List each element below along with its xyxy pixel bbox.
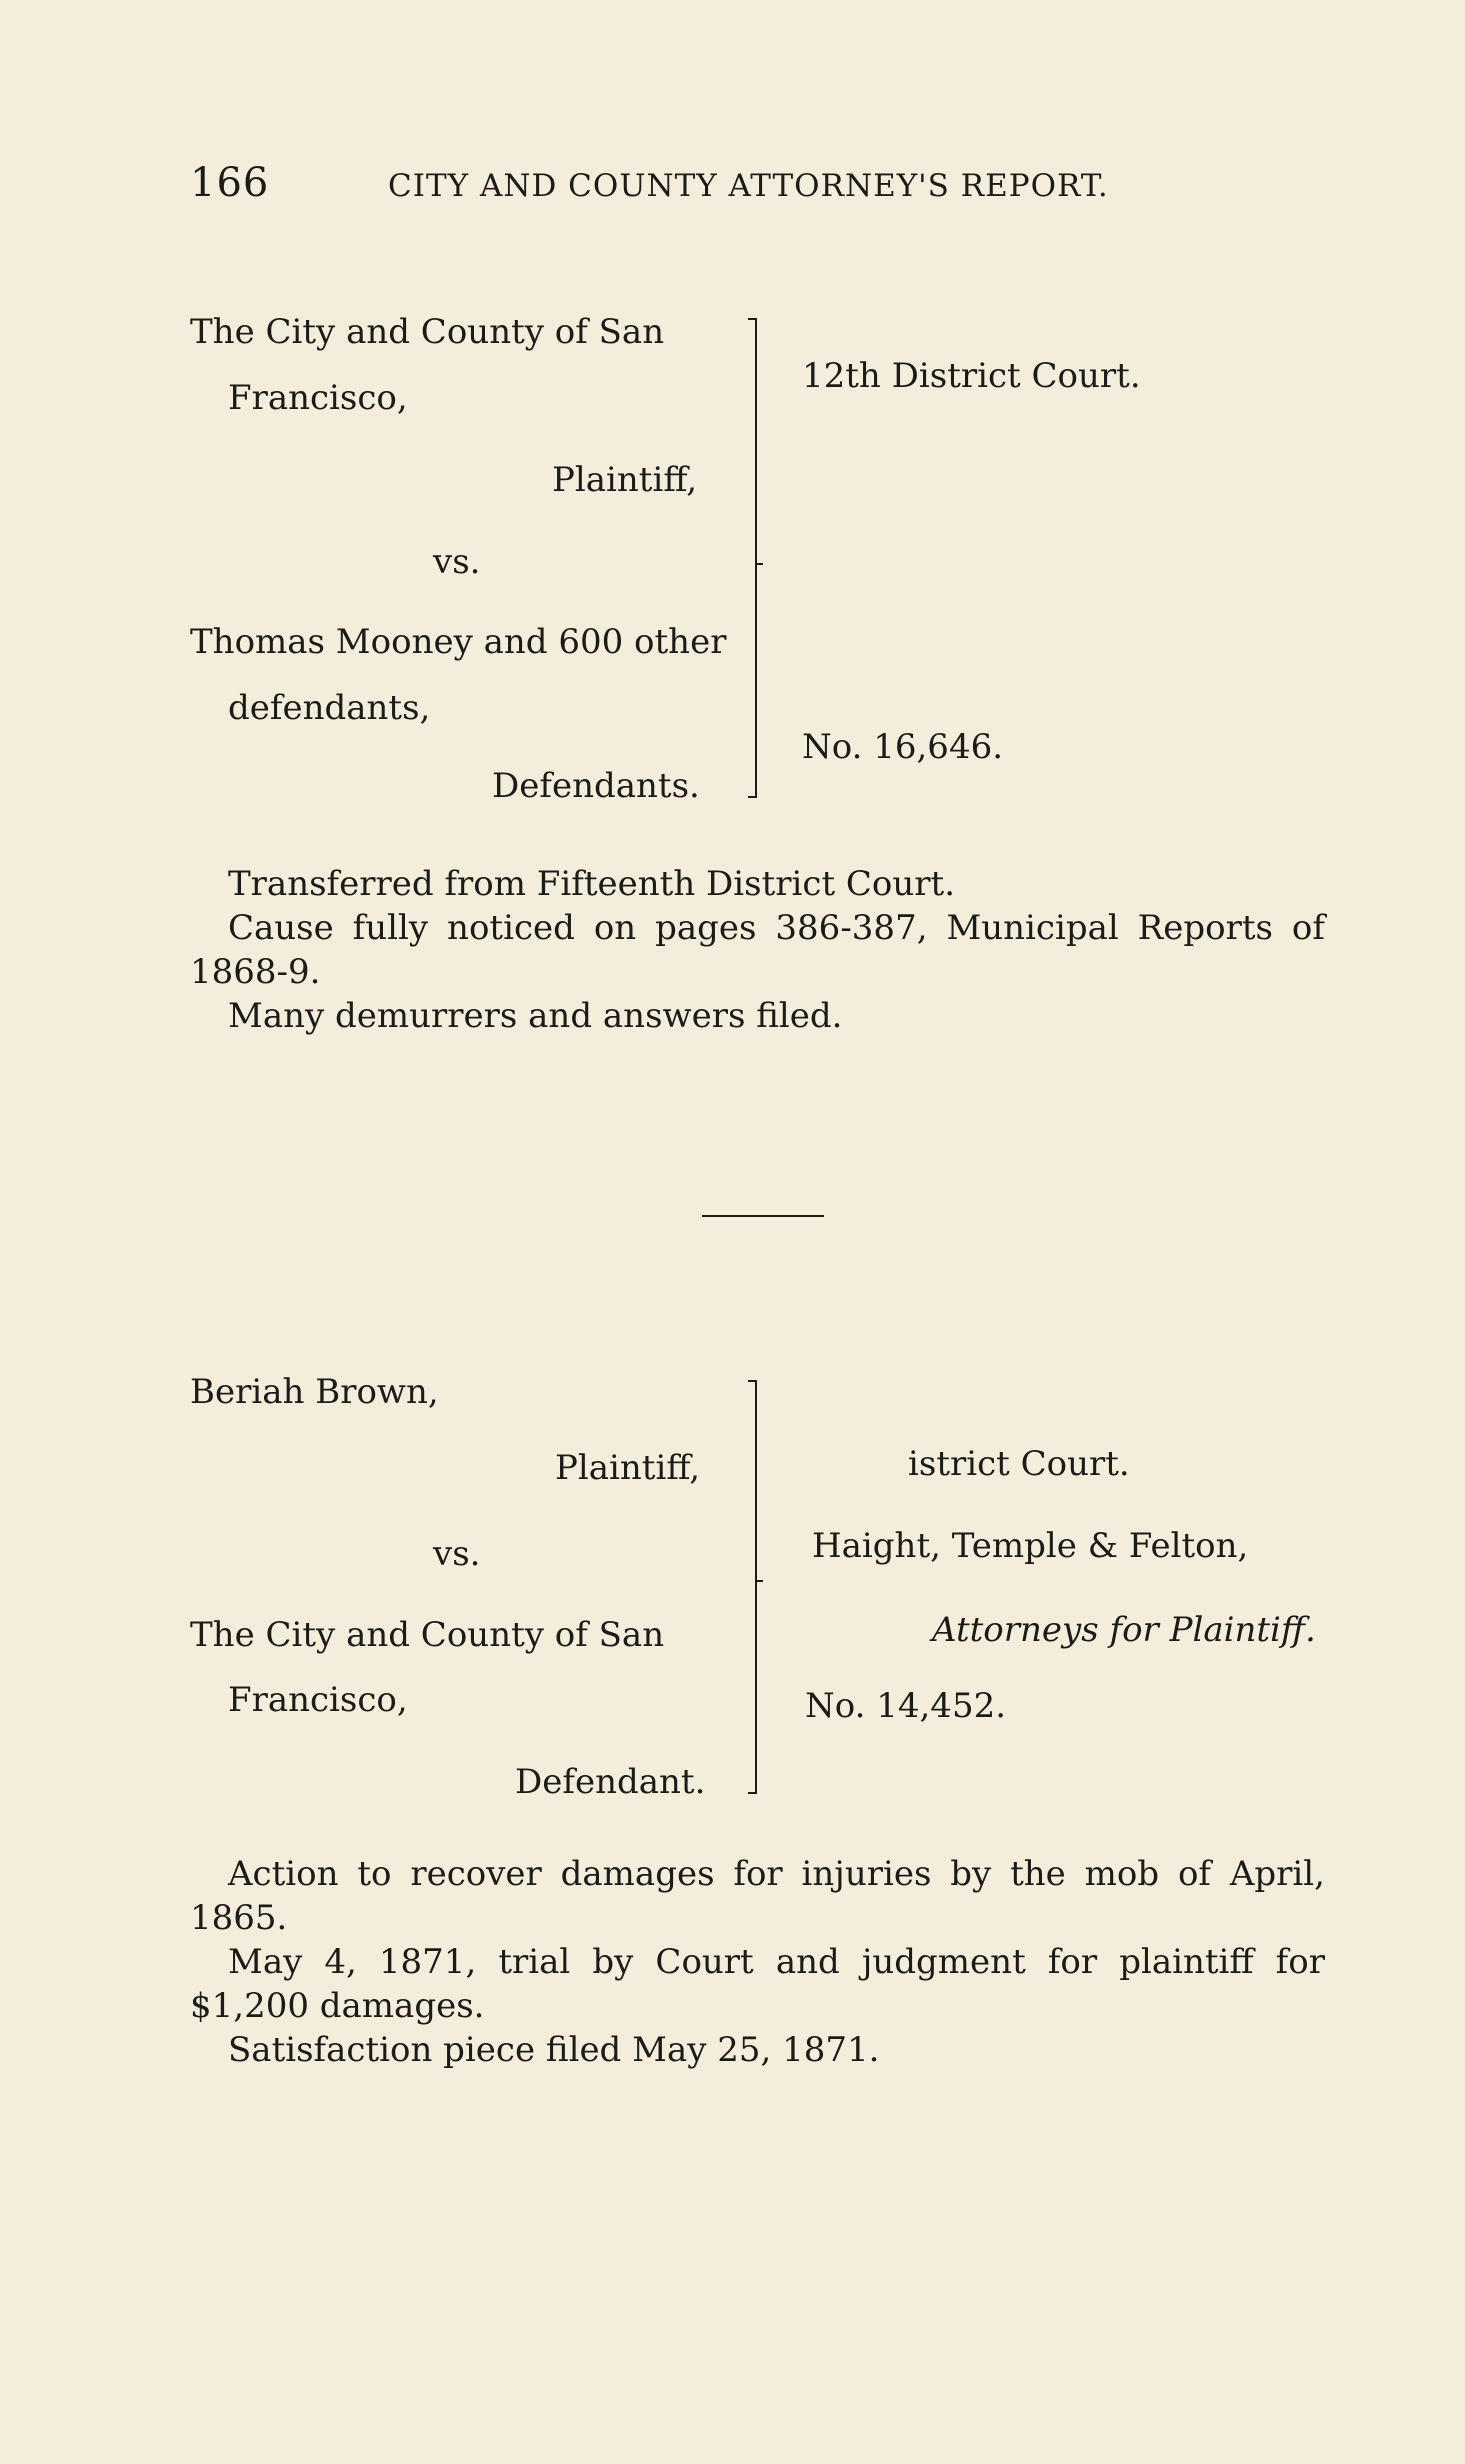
case1-note-2: Cause fully noticed on pages 386-387, Municipal Reports of 1868-9. xyxy=(190,908,1325,992)
case2-notes xyxy=(190,1852,1325,2072)
case2-versus: vs. xyxy=(433,1534,481,1574)
case1-defendant-line1: Thomas Mooney and 600 other xyxy=(190,622,727,662)
case2-attorneys: Haight, Temple & Felton, xyxy=(812,1526,1249,1566)
case2-note-1: Action to recover damages for injuries by the mob of April, 1865. xyxy=(190,1854,1325,1938)
case1-note-3: Many demurrers and answers filed. xyxy=(228,996,843,1036)
case2-defendant-role: Defendant. xyxy=(515,1762,706,1802)
section-divider xyxy=(702,1215,824,1217)
case2-note-3: Satisfaction piece filed May 25, 1871. xyxy=(228,2030,880,2070)
case2-case-number: No. 14,452. xyxy=(805,1686,1007,1726)
case2-attorneys-role: Attorneys for Plaintiff. xyxy=(932,1610,1316,1650)
case1-plaintiff-line2: Francisco, xyxy=(228,378,408,418)
case1-defendant-line2: defendants, xyxy=(228,688,431,728)
case2-defendant-line2: Francisco, xyxy=(228,1680,408,1720)
case1-case-number: No. 16,646. xyxy=(802,727,1004,767)
case2-note-2: May 4, 1871, trial by Court and judgment for plaintiff for $1,200 damages. xyxy=(190,1942,1325,2026)
case1-note-1: Transferred from Fifteenth District Court. xyxy=(228,864,956,904)
case1-notes xyxy=(190,862,1325,1038)
case2-defendant-line1: The City and County of San xyxy=(190,1615,665,1655)
case2-court: istrict Court. xyxy=(908,1444,1130,1484)
page-title: CITY AND COUNTY ATTORNEY'S REPORT. xyxy=(388,168,1109,204)
case2-plaintiff-role: Plaintiff, xyxy=(555,1448,701,1488)
case1-versus: vs. xyxy=(433,542,481,582)
page-number: 166 xyxy=(190,160,270,206)
case2-plaintiff: Beriah Brown, xyxy=(190,1372,439,1412)
case1-plaintiff-role: Plaintiff, xyxy=(552,460,698,500)
case1-defendant-role: Defendants. xyxy=(492,766,700,806)
case1-court: 12th District Court. xyxy=(802,356,1141,396)
case1-plaintiff-line1: The City and County of San xyxy=(190,312,665,352)
